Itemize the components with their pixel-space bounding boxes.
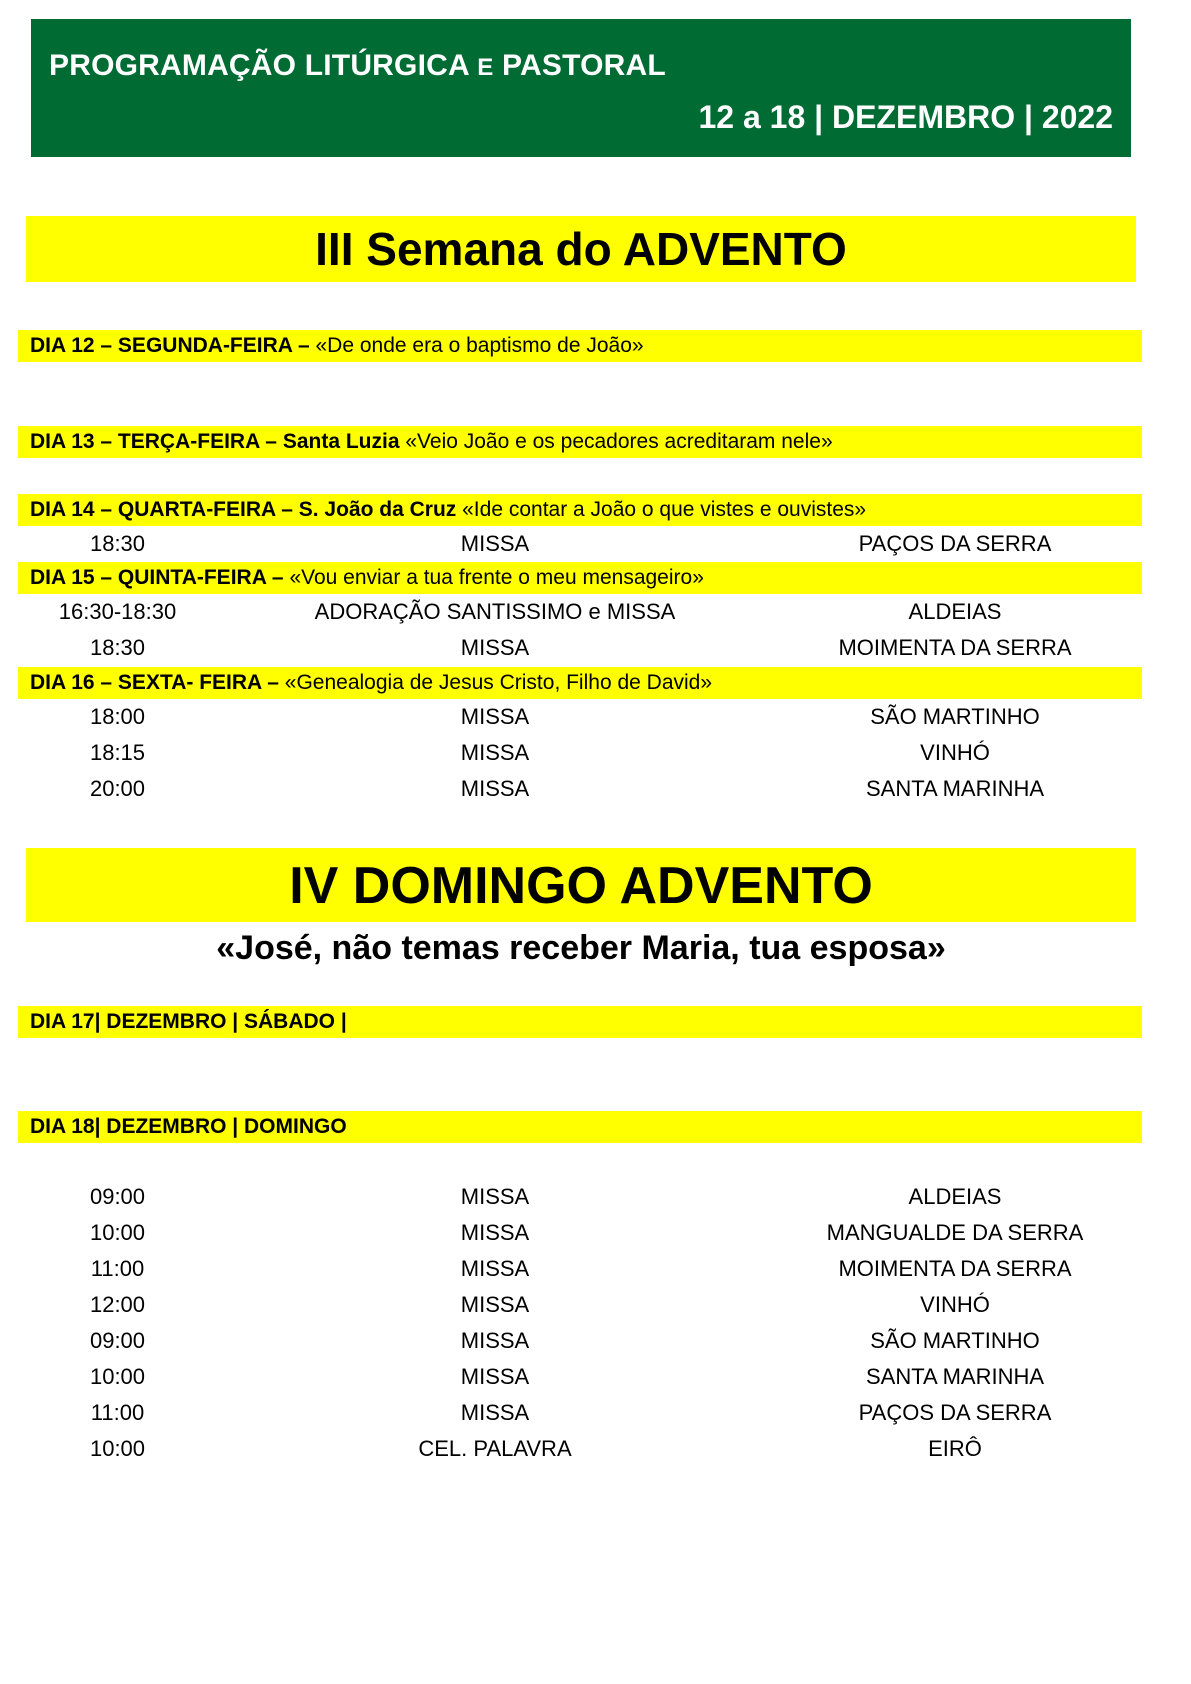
location-cell: MOIMENTA DA SERRA <box>838 1256 1072 1281</box>
activity-cell: ADORAÇÃO SANTISSIMO e MISSA <box>314 599 676 624</box>
location-cell: EIRÔ <box>928 1436 982 1461</box>
schedule-row <box>0 1179 1191 1215</box>
page-title: PROGRAMAÇÃO LITÚRGICA E PASTORAL <box>49 49 666 82</box>
time-cell: 09:00 <box>89 1184 146 1209</box>
location-cell: SÃO MARTINHO <box>870 704 1040 729</box>
schedule-row <box>0 594 1191 630</box>
day-header-12: DIA 12 – SEGUNDA-FEIRA – «De onde era o baptismo de João» <box>18 330 1142 362</box>
header-banner <box>31 19 1131 157</box>
time-cell: 12:00 <box>89 1292 146 1317</box>
sunday-title-banner: IV DOMINGO ADVENTO <box>26 848 1136 922</box>
activity-cell: MISSA <box>460 1220 530 1245</box>
activity-cell: CEL. PALAVRA <box>418 1436 572 1461</box>
location-cell: MANGUALDE DA SERRA <box>826 1220 1084 1245</box>
time-cell: 20:00 <box>89 776 146 801</box>
activity-cell: MISSA <box>460 740 530 765</box>
schedule-row <box>0 1359 1191 1395</box>
location-cell: SÃO MARTINHO <box>870 1328 1040 1353</box>
time-cell: 18:15 <box>89 740 146 765</box>
day-header-18: DIA 18| DEZEMBRO | DOMINGO <box>18 1111 1142 1143</box>
time-cell: 11:00 <box>90 1400 145 1425</box>
date-range: 12 a 18 | DEZEMBRO | 2022 <box>698 99 1113 135</box>
schedule-row <box>0 1323 1191 1359</box>
location-cell: SANTA MARINHA <box>865 776 1045 801</box>
location-cell: MOIMENTA DA SERRA <box>838 635 1072 660</box>
time-cell: 16:30-18:30 <box>58 599 177 624</box>
time-cell: 11:00 <box>90 1256 145 1281</box>
activity-cell: MISSA <box>460 1400 530 1425</box>
location-cell: ALDEIAS <box>908 1184 1002 1209</box>
location-cell: VINHÓ <box>920 1292 990 1317</box>
sunday-gospel-quote: «José, não temas receber Maria, tua esposa» <box>216 929 946 967</box>
location-cell: PAÇOS DA SERRA <box>858 1400 1052 1425</box>
activity-cell: MISSA <box>460 1328 530 1353</box>
day-header-15: DIA 15 – QUINTA-FEIRA – «Vou enviar a tua frente o meu mensageiro» <box>18 562 1142 594</box>
day-header-14: DIA 14 – QUARTA-FEIRA – S. João da Cruz «Ide contar a João o que vistes e ouvistes» <box>18 494 1142 526</box>
time-cell: 18:30 <box>89 531 146 556</box>
activity-cell: MISSA <box>460 1364 530 1389</box>
time-cell: 10:00 <box>89 1220 146 1245</box>
time-cell: 18:30 <box>89 635 146 660</box>
time-cell: 10:00 <box>89 1436 146 1461</box>
activity-cell: MISSA <box>460 704 530 729</box>
location-cell: SANTA MARINHA <box>865 1364 1045 1389</box>
location-cell: VINHÓ <box>920 740 990 765</box>
time-cell: 09:00 <box>89 1328 146 1353</box>
schedule-row <box>0 1215 1191 1251</box>
location-cell: ALDEIAS <box>908 599 1002 624</box>
schedule-row <box>0 1251 1191 1287</box>
activity-cell: MISSA <box>460 531 530 556</box>
location-cell: PAÇOS DA SERRA <box>858 531 1052 556</box>
activity-cell: MISSA <box>460 635 530 660</box>
schedule-row <box>0 630 1191 666</box>
activity-cell: MISSA <box>460 1184 530 1209</box>
time-cell: 18:00 <box>89 704 146 729</box>
time-cell: 10:00 <box>89 1364 146 1389</box>
schedule-row <box>0 771 1191 807</box>
day-header-13: DIA 13 – TERÇA-FEIRA – Santa Luzia «Veio João e os pecadores acreditaram nele» <box>18 426 1142 458</box>
week-title-banner: III Semana do ADVENTO <box>26 216 1136 282</box>
activity-cell: MISSA <box>460 1256 530 1281</box>
activity-cell: MISSA <box>460 776 530 801</box>
day-header-16: DIA 16 – SEXTA- FEIRA – «Genealogia de Jesus Cristo, Filho de David» <box>18 667 1142 699</box>
schedule-row <box>0 1431 1191 1467</box>
day-header-17: DIA 17| DEZEMBRO | SÁBADO | <box>18 1006 1142 1038</box>
activity-cell: MISSA <box>460 1292 530 1317</box>
schedule-row <box>0 526 1191 562</box>
schedule-row <box>0 699 1191 735</box>
schedule-row <box>0 1287 1191 1323</box>
schedule-row <box>0 735 1191 771</box>
schedule-row <box>0 1395 1191 1431</box>
